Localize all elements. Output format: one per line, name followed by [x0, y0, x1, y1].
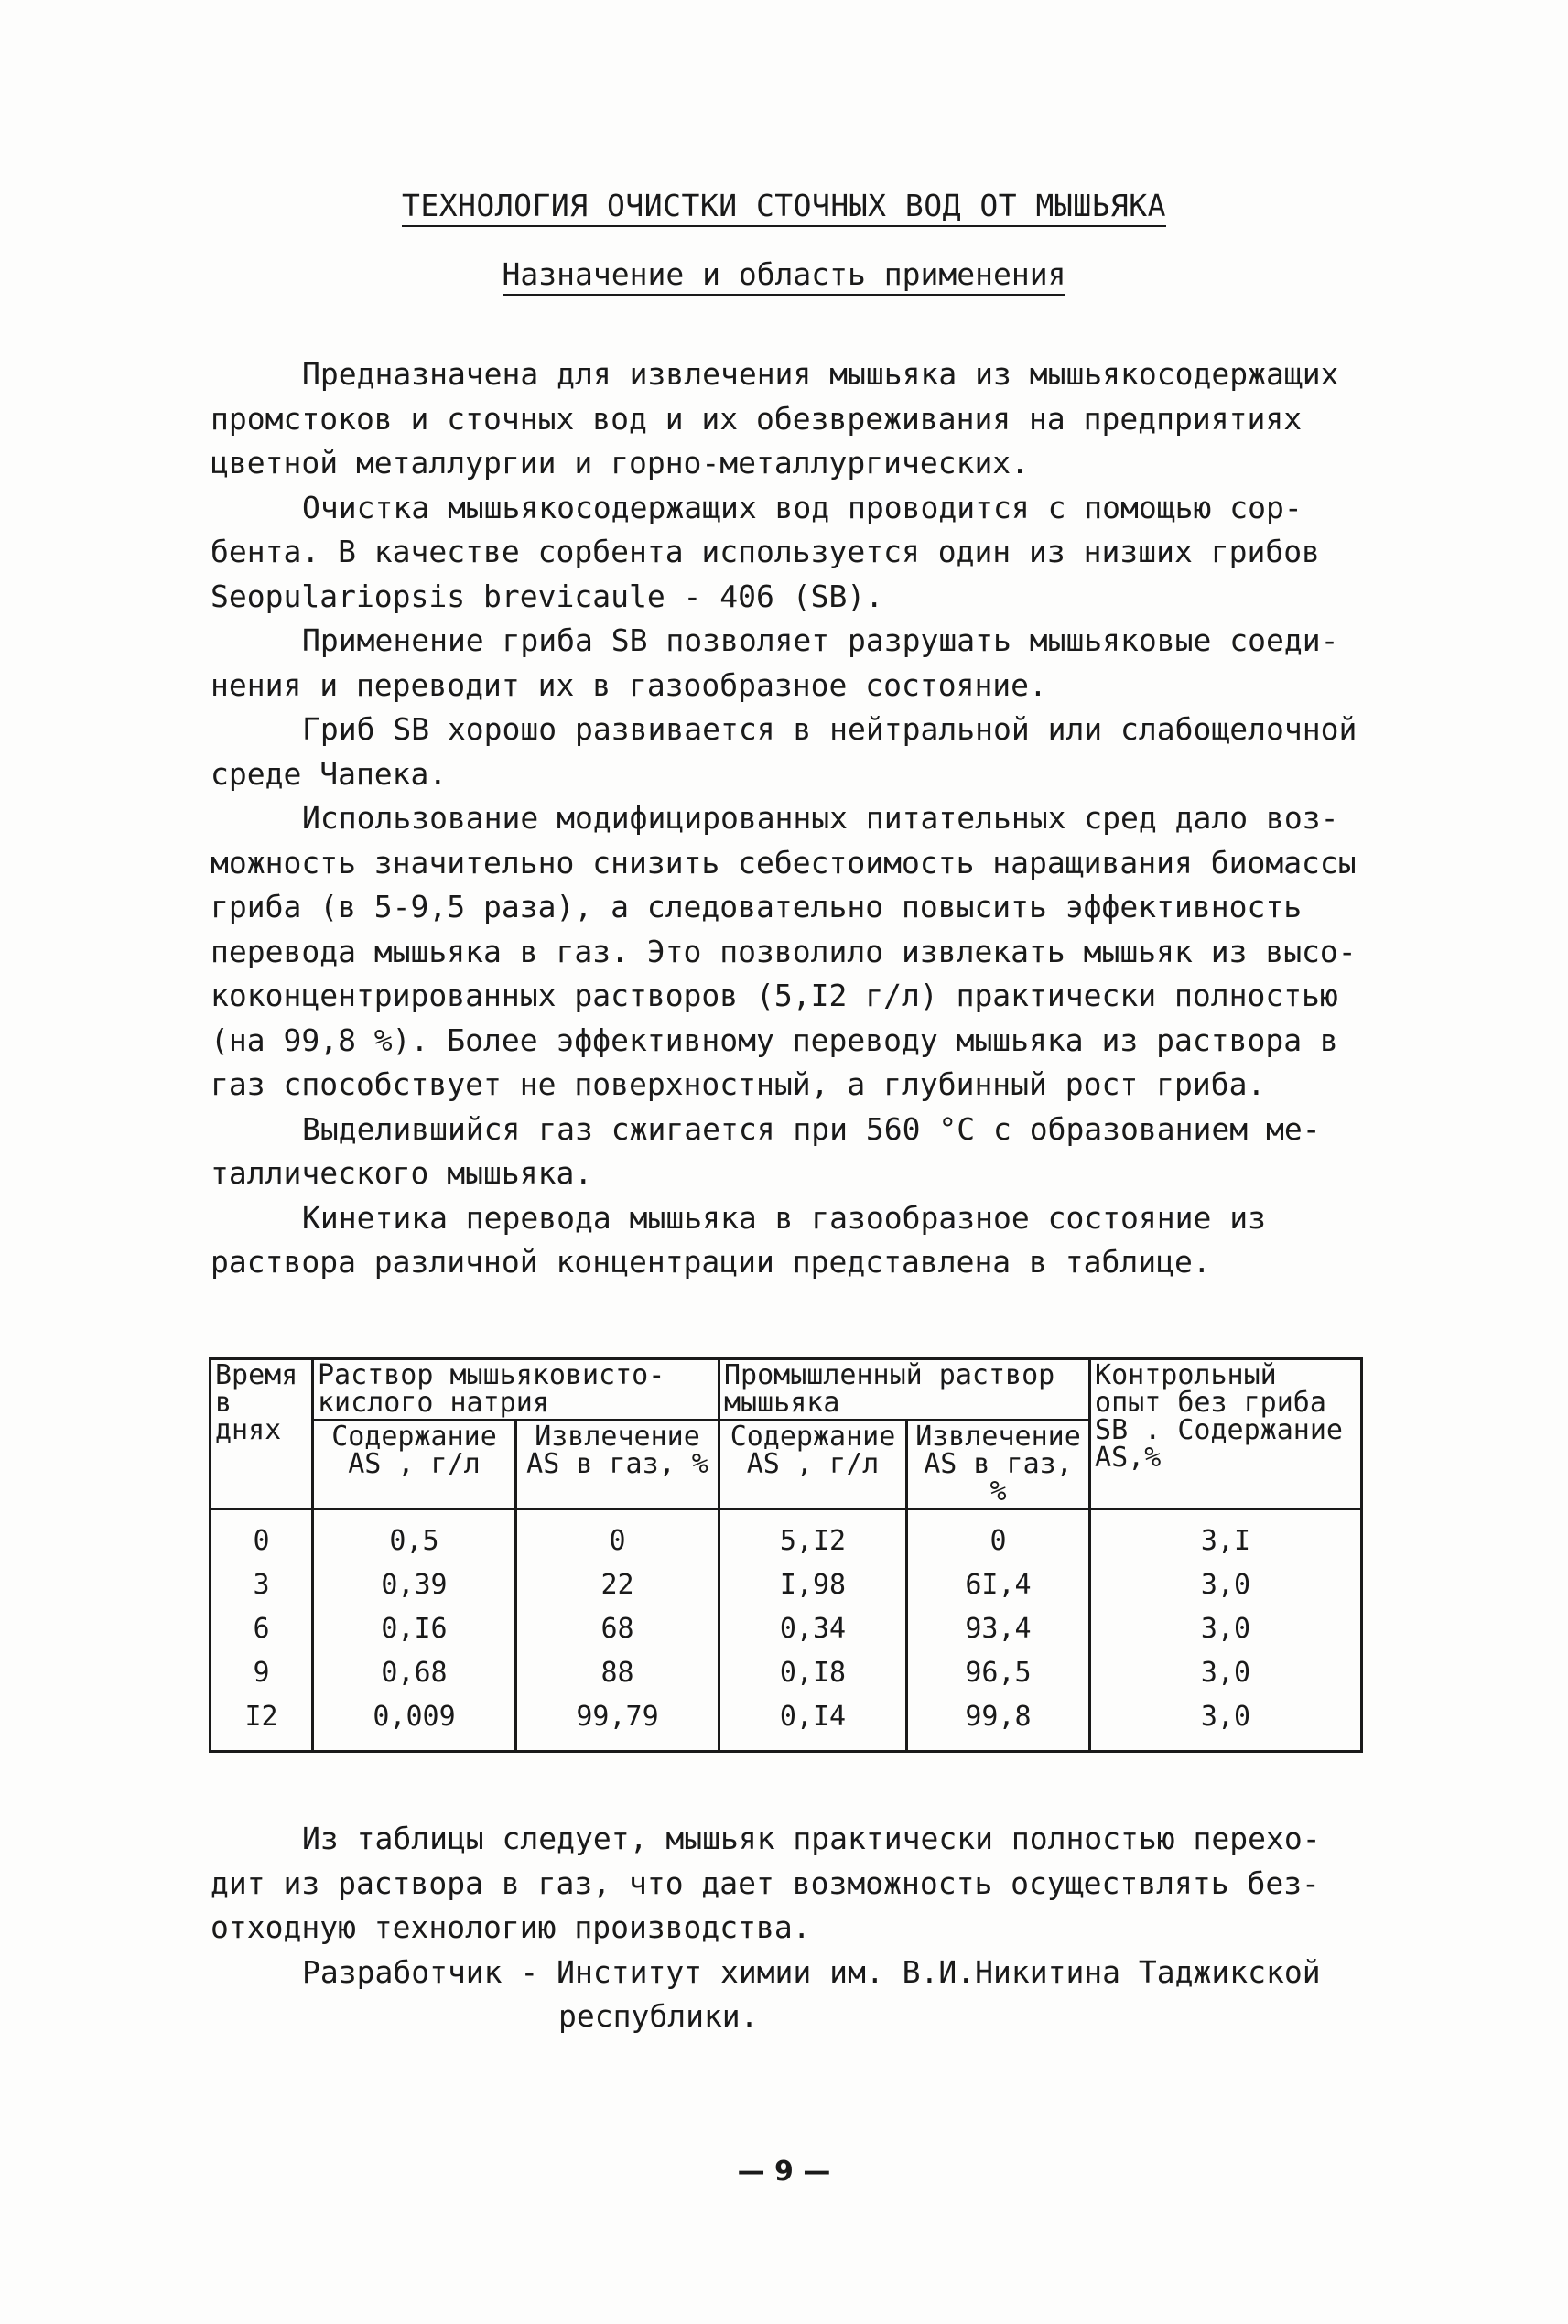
cell-value: 68: [516, 1607, 719, 1651]
table-row: [211, 1607, 1362, 1651]
header-time: Время в днях: [211, 1359, 313, 1509]
cell-value: 0: [516, 1509, 719, 1564]
body-text: [211, 352, 1400, 1285]
table-row: [211, 1563, 1362, 1607]
section-subtitle: Назначение и область применения: [0, 256, 1568, 292]
cell-value: 3,I: [1090, 1509, 1362, 1564]
table-row: [211, 1509, 1362, 1564]
cell-value: 5,I2: [719, 1509, 907, 1564]
paragraph: Применение гриба SB позволяет разрушать мышьяковые соеди- нения и переводит их в газообразное состояние.: [211, 622, 1339, 703]
cell-days: 0: [211, 1509, 313, 1564]
paragraph: Кинетика перевода мышьяка в газообразное состояние из раствора различной концентрации представлена в таблице.: [211, 1199, 1266, 1280]
cell-value: 22: [516, 1563, 719, 1607]
author-note: Разработчик - Институт химии им. В.И.Никитина Таджикской республики.: [302, 1953, 1321, 2034]
cell-value: 99,79: [516, 1695, 719, 1752]
header-control: Контрольный опыт без гриба SB . Содержание AS,%: [1090, 1359, 1362, 1509]
table-row: [211, 1695, 1362, 1752]
paragraph: Предназначена для извлечения мышьяка из мышьякосодержащих промстоков и сточных вод и их обезвреживания на предприятиях цветной металлургии и горно-металлургических.: [211, 356, 1339, 481]
cell-value: 0,39: [313, 1563, 516, 1607]
cell-value: 3,0: [1090, 1695, 1362, 1752]
cell-value: 93,4: [907, 1607, 1090, 1651]
cell-value: 3,0: [1090, 1607, 1362, 1651]
cell-days: I2: [211, 1695, 313, 1752]
paragraph: Из таблицы следует, мышьяк практически полностью перехо- дит из раствора в газ, что дает возможность осуществлять без- отходную технологию производства.: [211, 1821, 1321, 1945]
cell-value: 0,I4: [719, 1695, 907, 1752]
cell-value: 88: [516, 1651, 719, 1695]
cell-value: 3,0: [1090, 1563, 1362, 1607]
header-extraction: Извлечение AS в газ, %: [907, 1421, 1090, 1509]
cell-value: 0,I8: [719, 1651, 907, 1695]
header-sodium-arsenite: Раствор мышьяковисто-кислого натрия: [313, 1359, 719, 1421]
cell-value: 0,I6: [313, 1607, 516, 1651]
conclusion-text: [211, 1817, 1400, 2039]
cell-value: 0,34: [719, 1607, 907, 1651]
paragraph: Очистка мышьякосодержащих вод проводится с помощью сор- бента. В качестве сорбента используется один из низших грибов Seopulariopsis brevicaule - 406 (SB).: [211, 489, 1320, 614]
cell-value: 0: [907, 1509, 1090, 1564]
paragraph: Выделившийся газ сжигается при 560 °С с образованием ме- таллического мышьяка.: [211, 1110, 1321, 1191]
cell-value: 0,68: [313, 1651, 516, 1695]
cell-value: 3,0: [1090, 1651, 1362, 1695]
cell-days: 3: [211, 1563, 313, 1607]
paragraph: Использование модифицированных питательных сред дало воз- можность значительно снизить себестоимость наращивания биомассы гриба (в 5-9,5 раза), а следовательно повысить эффективность перевода мышьяка в газ. Это позволило извлекать мышьяк из высо- коконцентрированных растворов (5,I2 г/л) практически полностью (на 99,8 %). Более эффективному переводу мышьяка из раствора в газ способствует не поверхностный, а глубинный рост гриба.: [211, 800, 1357, 1102]
cell-value: 96,5: [907, 1651, 1090, 1695]
cell-value: 6I,4: [907, 1563, 1090, 1607]
cell-value: 99,8: [907, 1695, 1090, 1752]
page-title: ТЕХНОЛОГИЯ ОЧИСТКИ СТОЧНЫХ ВОД ОТ МЫШЬЯКА: [0, 188, 1568, 223]
header-content: Содержание AS , г/л: [719, 1421, 907, 1509]
header-content: Содержание AS , г/л: [313, 1421, 516, 1509]
cell-value: 0,009: [313, 1695, 516, 1752]
cell-value: I,98: [719, 1563, 907, 1607]
paragraph: Гриб SB хорошо развивается в нейтральной или слабощелочной среде Чапека.: [211, 711, 1357, 792]
cell-value: 0,5: [313, 1509, 516, 1564]
kinetics-table: [209, 1357, 1360, 1753]
page-number: — 9 —: [737, 2156, 831, 2188]
cell-days: 9: [211, 1651, 313, 1695]
cell-days: 6: [211, 1607, 313, 1651]
table-row: [211, 1651, 1362, 1695]
header-extraction: Извлечение AS в газ, %: [516, 1421, 719, 1509]
header-industrial-solution: Промышленный раствор мышьяка: [719, 1359, 1090, 1421]
